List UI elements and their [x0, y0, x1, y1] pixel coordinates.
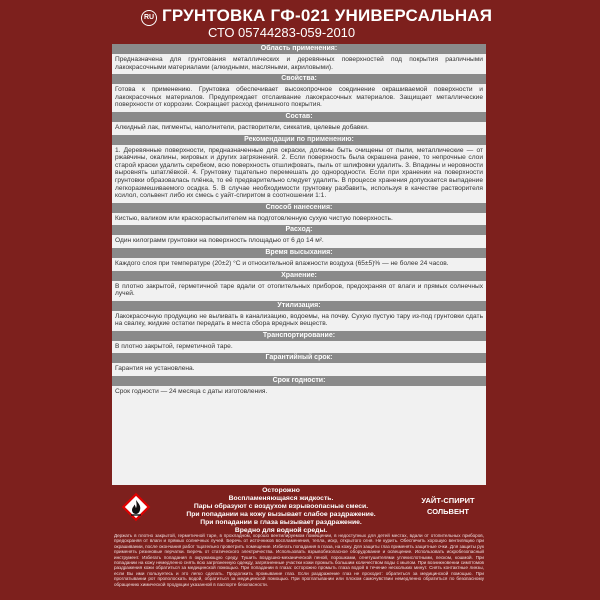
section-heading: Рекомендации по применению: [112, 135, 486, 145]
info-panel [112, 44, 486, 485]
solvent-line: СОЛЬВЕНТ [427, 507, 469, 516]
section-heading: Расход: [112, 225, 486, 235]
section-text: В плотно закрытой, герметичной таре. [115, 342, 233, 350]
section-heading: Хранение: [112, 271, 486, 281]
header [0, 0, 600, 44]
section-text: Готова к применению. Грунтовка обеспечивает высокопрочное соединение окрашиваемой поверхности и лакокрасочных материалов. Предупреждает отслаивание лакокрасочных материалов. Защищает металлические поверхности от коррозии. Сокращает расход финишного покрытия. [115, 86, 483, 109]
ru-badge: RU [141, 10, 157, 26]
section-text: Лакокрасочную продукцию не выливать в канализацию, водоемы, на почву. Сухую пустую тару из-под грунтовки сдать на свалку, жидкие остатки передать в места сбора вредных веществ. [115, 312, 483, 328]
section-heading: Утилизация: [112, 301, 486, 311]
warning-text [156, 487, 406, 535]
section-text: 1. Деревянные поверхности, предназначенные для окраски, должны быть очищены от пыли, металлические — от ржавчины, окалины, жировых и других загрязнений. 2. Если поверхность была окрашена ранее, то непрочные слои старой краски удалить скребком, всю поверхность отшлифовать, пыль от шлифовки удалить. 3. Впадины и неровности выровнять шпатлёвкой. 4. Грунтовку тщательно перемешать до однородности. Если при хранении на поверхности грунтовки образовалась плёнка, то её предварительно следует удалить. В процессе хранения допускается выпадение легкоразмешиваемого осадка. 5. В случае необходимости грунтовку разбавить, используя в качестве растворителя ксилол, сольвент либо их смесь с уайт-спиритом в соотношении 1:1. [115, 146, 483, 200]
section-text: Каждого слоя при температуре (20±2) °С и относительной влажности воздуха (65±5)% — не более 24 часов. [115, 259, 449, 267]
section-text: Алкидный лак, пигменты, наполнители, растворители, сиккатив, целевые добавки. [115, 123, 369, 131]
section-heading: Транспортирование: [112, 331, 486, 341]
section-text: Срок годности — 24 месяца с даты изготовления. [115, 388, 268, 396]
section-text: В плотно закрытой, герметичной таре вдали от отопительных приборов, предохраняя от влаги и прямых солнечных лучей. [115, 282, 483, 298]
section-heading: Срок годности: [112, 376, 486, 386]
warning-line: Осторожно [262, 487, 300, 494]
warning-line: Вредно для водной среды. [234, 527, 328, 534]
section-heading: Гарантийный срок: [112, 353, 486, 363]
section-heading: Способ нанесения: [112, 203, 486, 213]
fine-print: Держать в плотно закрытой, герметичной таре, в прохладном, хорошо вентилируемом помещении, в недоступных для детей местах, вдали от отопительных приборов, предохраняя от влаги и прямых солнечных лучей. Беречь от источников воспламенения, тепла, искр, открытого огня. Не курить. Обеспечить хорошую вентиляцию при окрашивании, после окончания работ тщательно проветрить помещение. Избегать попадания в глаза, на кожу. Для защиты глаз применять защитные очки. Для защиты рук применять резиновые перчатки. Беречь от статического электричества. Использовать взрывобезопасное оборудование и освещение. Использовать искробезопасный инструмент. Избегать попадания в окружающую среду. Тушить воздушно-механической пеной, порошками, огнетушителями углекислотными, песком, кошмой. При попадании на кожу немедленно снять всю загрязненную одежду, загрязненные участки кожи промыть большим количеством воды с мылом. При возникновении симптомов раздражения кожи обратиться за медицинской помощью. При попадании в глаза: осторожно промыть глаза водой в течение нескольких минут. Снять контактные линзы, если Вы ими пользуетесь и это легко сделать. Продолжить промывание глаз. Если раздражение глаз не проходит: обратиться за медицинской помощью. При проглатывании рот прополоскать водой, обратиться за медицинской помощью. При проглатывании или плохом самочувствии немедленно обратиться по безопасному обращению химической продукции указанной в паспорте безопасности. [114, 533, 484, 587]
warning-line: При попадании в глаза вызывает раздражение. [200, 519, 362, 526]
section-heading: Область применения: [112, 44, 486, 54]
warning-line: Воспламеняющаяся жидкость. [228, 495, 334, 502]
solvent-label [412, 495, 484, 517]
flammable-hazard-icon [121, 492, 151, 522]
section-text: Кистью, валиком или краскораспылителем на подготовленную сухую чистую поверхность. [115, 214, 393, 222]
standard-code: СТО 05744283-059-2010 [208, 25, 356, 40]
solvent-line: УАЙТ-СПИРИТ [421, 496, 475, 505]
warning-line: Пары образуют с воздухом взрывоопасные смеси. [193, 503, 369, 510]
product-title: ГРУНТОВКА ГФ-021 УНИВЕРСАЛЬНАЯ [162, 6, 493, 25]
section-heading: Время высыхания: [112, 248, 486, 258]
section-heading: Свойства: [112, 74, 486, 84]
warning-line: При попадании на кожу вызывает слабое раздражение. [186, 511, 376, 518]
section-text: Один килограмм грунтовки на поверхность площадью от 6 до 14 м². [115, 237, 324, 245]
section-text: Предназначена для грунтования металлических и деревянных поверхностей под покрытия различными лакокрасочными материалами (алкидными, масляными, акриловыми). [115, 56, 483, 71]
section-text: Гарантия не установлена. [115, 365, 195, 373]
section-heading: Состав: [112, 112, 486, 122]
warning-block [112, 485, 486, 534]
